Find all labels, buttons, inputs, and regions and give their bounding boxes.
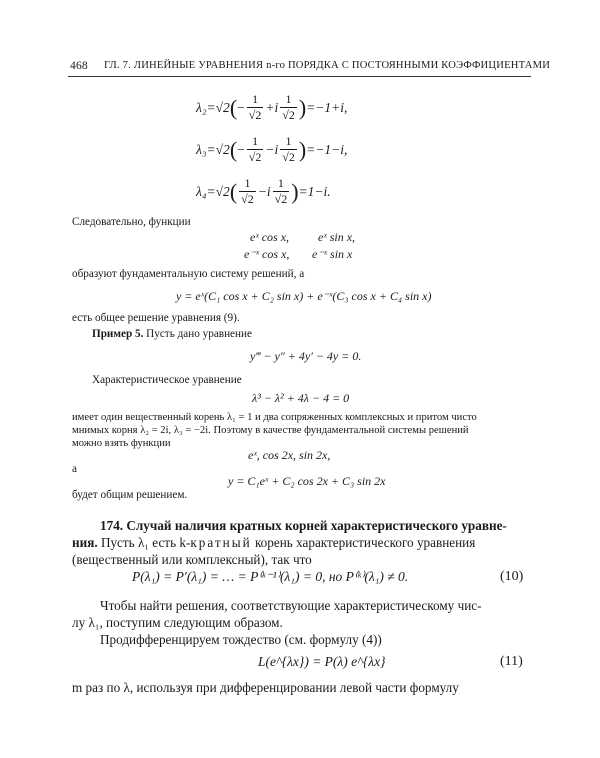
function-cos-neg: e⁻ˣ cos x, bbox=[244, 247, 290, 261]
running-header: ГЛ. 7. ЛИНЕЙНЫЕ УРАВНЕНИЯ n-го ПОРЯДКА С ПОСТОЯННЫМИ КОЭФФИЦИЕНТАМИ bbox=[104, 60, 551, 71]
equation-11-label: (11) bbox=[500, 654, 523, 669]
equation-11: L(e^{λx}) = P(λ) e^{λx} bbox=[258, 654, 386, 669]
paragraph-line-1: Чтобы найти решения, соответствующие характеристическому чис- bbox=[100, 598, 482, 613]
paragraph-line-2: лу λ₁, поступим следующим образом. bbox=[72, 615, 283, 630]
text-roots-line-2: мнимых корня λ₂ = 2i, λ₃ = −2i. Поэтому в качестве фундаментальной системы решений bbox=[72, 425, 469, 436]
text-general-solution-example-5: будет общим решением. bbox=[72, 489, 188, 501]
root-equation-3: λ₃=√2 ( − $\frac{1}{√2}$ −i $\frac{1}{√2}$ ) =−1−i, bbox=[196, 134, 348, 164]
function-sin-neg: e⁻ˣ sin x bbox=[312, 247, 353, 261]
section-174-line-1: ния. Пусть λ₁ есть k-кратный корень характеристического уравнения bbox=[72, 535, 476, 550]
equation-10-label: (10) bbox=[500, 569, 524, 584]
characteristic-equation: λ³ − λ² + 4λ − 4 = 0 bbox=[252, 391, 350, 405]
text-roots-line-3: можно взять функции bbox=[72, 438, 171, 449]
equation-10: P(λ₁) = P′(λ₁) = … = P⁽ᵏ⁻¹⁾(λ₁) = 0, но P⁽ᵏ⁾(λ₁) ≠ 0. bbox=[132, 569, 409, 584]
functions-example-5: eˣ, cos 2x, sin 2x, bbox=[248, 448, 331, 462]
text-roots-line-1: имеет один вещественный корень λ₁ = 1 и два сопряженных комплексных и притом чисто bbox=[72, 412, 477, 423]
general-solution-example-5: y = C₁eˣ + C₂ cos 2x + C₃ sin 2x bbox=[228, 474, 386, 488]
example-5-intro: Пример 5. Пусть дано уравнение bbox=[92, 328, 252, 340]
section-174-title: 174. Случай наличия кратных корней характеристического уравне- bbox=[100, 518, 507, 533]
text-fundamental-system: образуют фундаментальную систему решений, а bbox=[72, 268, 305, 280]
example-equation: y‴ − y″ + 4y′ − 4y = 0. bbox=[250, 349, 362, 363]
section-174-line-2: (вещественный или комплексный), так что bbox=[72, 552, 312, 567]
text-characteristic-equation: Характеристическое уравнение bbox=[92, 374, 242, 386]
general-solution-equation: y = eˣ(C₁ cos x + C₂ sin x) + e⁻ˣ(C₃ cos x + C₄ sin x) bbox=[176, 289, 432, 303]
page-number: 468 bbox=[70, 60, 88, 72]
paragraph-differentiate: Продифференцируем тождество (см. формулу (4)) bbox=[100, 632, 382, 647]
text-and: а bbox=[72, 463, 77, 475]
function-cos-pos: eˣ cos x, bbox=[250, 230, 290, 244]
header-rule bbox=[68, 76, 531, 77]
function-sin-pos: eˣ sin x, bbox=[318, 230, 356, 244]
root-equation-2: λ₂=√2 ( − $\frac{1}{√2}$ +i $\frac{1}{√2}$ ) =−1+i, bbox=[196, 92, 348, 122]
paragraph-m-times: m раз по λ, используя при дифференцировании левой части формулу bbox=[72, 680, 459, 695]
text-therefore: Следовательно, функции bbox=[72, 216, 191, 228]
text-general-solution: есть общее решение уравнения (9). bbox=[72, 312, 240, 324]
example-label: Пример 5. bbox=[92, 328, 144, 340]
root-equation-4: λ₄=√2 ( $\frac{1}{√2}$ −i $\frac{1}{√2}$ ) =1−i. bbox=[196, 176, 331, 206]
